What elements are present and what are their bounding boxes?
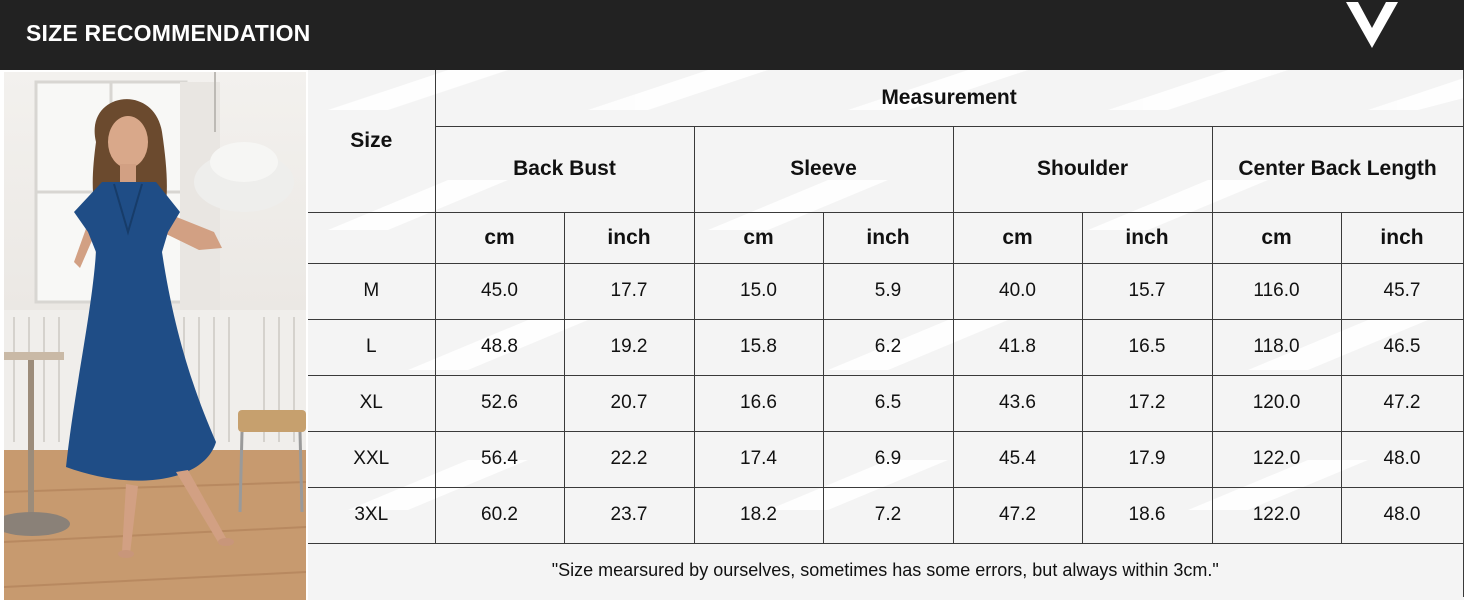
table-cell: 18.6 <box>1082 487 1212 543</box>
table-cell: 48.8 <box>435 319 564 375</box>
table-cell: 56.4 <box>435 431 564 487</box>
table-cell: 43.6 <box>953 375 1082 431</box>
unit-header-cm: cm <box>1212 212 1341 263</box>
table-cell: 23.7 <box>564 487 694 543</box>
product-photo <box>4 72 306 600</box>
table-cell: 15.7 <box>1082 263 1212 319</box>
table-cell: 17.9 <box>1082 431 1212 487</box>
table-cell: 7.2 <box>823 487 953 543</box>
table-cell: 45.0 <box>435 263 564 319</box>
size-label: M <box>308 263 435 319</box>
unit-header-inch: inch <box>564 212 694 263</box>
column-header-center-back-length: Center Back Length <box>1212 126 1463 212</box>
table-cell: 22.2 <box>564 431 694 487</box>
table-row <box>308 319 1463 375</box>
table-row <box>308 431 1463 487</box>
table-cell: 41.8 <box>953 319 1082 375</box>
table-cell: 17.4 <box>694 431 823 487</box>
table-cell: 48.0 <box>1341 487 1463 543</box>
table-cell: 6.2 <box>823 319 953 375</box>
unit-header-cm: cm <box>694 212 823 263</box>
table-cell: 16.5 <box>1082 319 1212 375</box>
page-title: SIZE RECOMMENDATION <box>26 20 311 46</box>
size-label: XXL <box>308 431 435 487</box>
measurement-note: "Size mearsured by ourselves, sometimes has some errors, but always within 3cm." <box>308 543 1463 597</box>
table-row <box>308 375 1463 431</box>
header-bar <box>0 0 1464 70</box>
table-cell: 17.7 <box>564 263 694 319</box>
column-header-shoulder: Shoulder <box>953 126 1212 212</box>
table-cell: 46.5 <box>1341 319 1463 375</box>
measurement-header: Measurement <box>435 70 1463 126</box>
table-cell: 47.2 <box>1341 375 1463 431</box>
table-cell: 48.0 <box>1341 431 1463 487</box>
table-cell: 19.2 <box>564 319 694 375</box>
chevron-down-icon <box>1346 2 1398 48</box>
table-cell: 118.0 <box>1212 319 1341 375</box>
table-cell: 122.0 <box>1212 487 1341 543</box>
table-cell: 18.2 <box>694 487 823 543</box>
table-cell: 17.2 <box>1082 375 1212 431</box>
table-cell: 5.9 <box>823 263 953 319</box>
table-cell: 45.7 <box>1341 263 1463 319</box>
column-header-back-bust: Back Bust <box>435 126 694 212</box>
table-cell: 15.0 <box>694 263 823 319</box>
table-cell: 116.0 <box>1212 263 1341 319</box>
table-cell: 60.2 <box>435 487 564 543</box>
unit-header-inch: inch <box>1082 212 1212 263</box>
table-cell: 45.4 <box>953 431 1082 487</box>
table-cell: 15.8 <box>694 319 823 375</box>
table-cell: 6.9 <box>823 431 953 487</box>
table-cell: 120.0 <box>1212 375 1341 431</box>
size-label: 3XL <box>308 487 435 543</box>
size-header: Size <box>308 70 435 212</box>
table-cell: 40.0 <box>953 263 1082 319</box>
table-row <box>308 487 1463 543</box>
unit-header-cm: cm <box>953 212 1082 263</box>
column-header-sleeve: Sleeve <box>694 126 953 212</box>
unit-header-cm: cm <box>435 212 564 263</box>
model-illustration <box>4 72 306 600</box>
table-row <box>308 263 1463 319</box>
size-label: L <box>308 319 435 375</box>
table-cell: 47.2 <box>953 487 1082 543</box>
size-chart-panel <box>308 70 1464 600</box>
table-cell: 122.0 <box>1212 431 1341 487</box>
empty-cell <box>308 212 435 263</box>
unit-header-inch: inch <box>1341 212 1463 263</box>
size-table <box>308 70 1464 597</box>
table-cell: 20.7 <box>564 375 694 431</box>
table-cell: 16.6 <box>694 375 823 431</box>
unit-header-inch: inch <box>823 212 953 263</box>
size-label: XL <box>308 375 435 431</box>
table-cell: 52.6 <box>435 375 564 431</box>
table-cell: 6.5 <box>823 375 953 431</box>
